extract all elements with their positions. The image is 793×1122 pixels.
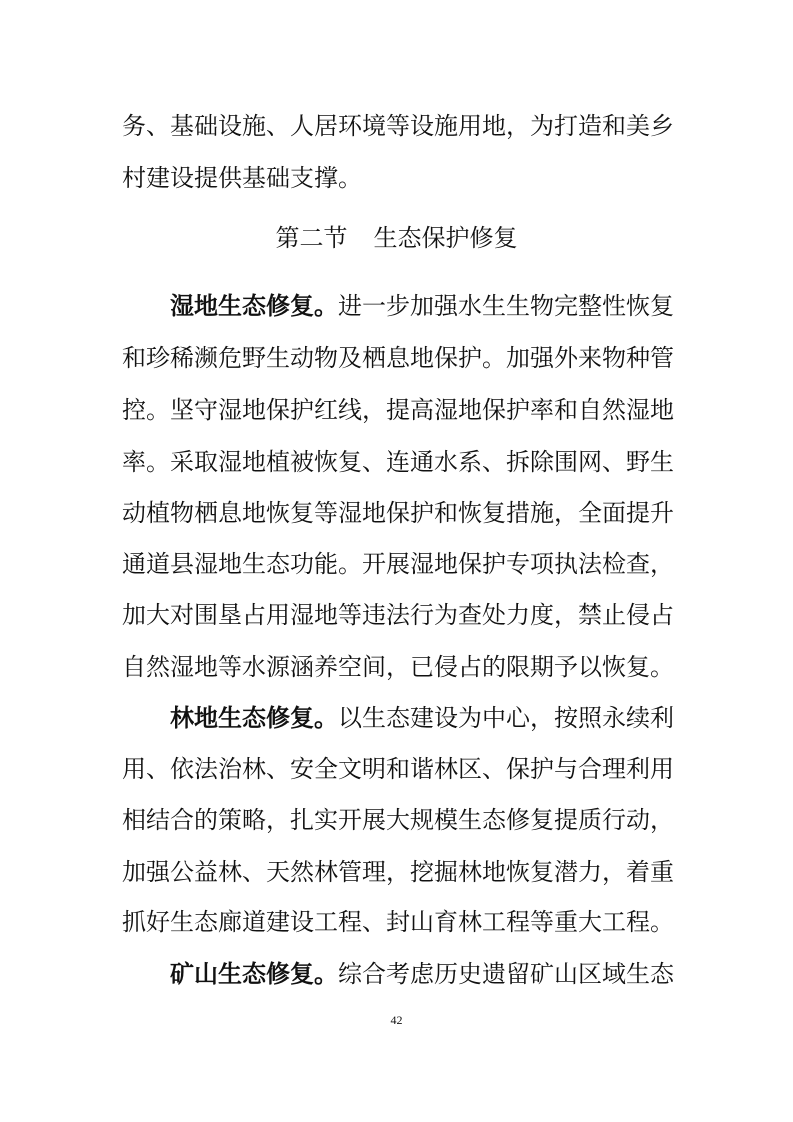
forest-line-4: 加强公益林、天然林管理，挖掘林地恢复潜力，着重 (122, 858, 674, 886)
wetland-line-1: 进一步加强水生生物完整性恢复 (338, 292, 674, 320)
forest-line-1: 以生态建设为中心，按照永续利 (338, 704, 674, 732)
wetland-line-4: 率。采取湿地植被恢复、连通水系、拆除围网、野生 (122, 448, 674, 476)
wetland-line-3: 控。坚守湿地保护红线，提高湿地保护率和自然湿地 (122, 396, 674, 424)
page-number: 42 (390, 1013, 403, 1027)
wetland-line-7: 加大对围垦占用湿地等违法行为查处力度，禁止侵占 (122, 601, 674, 629)
section-heading (0, 222, 793, 254)
wetland-line-8: 自然湿地等水源涵养空间，已侵占的限期予以恢复。 (122, 653, 674, 681)
forest-paragraph-first-line (170, 702, 674, 734)
mine-paragraph-first-line (170, 958, 674, 990)
continuation-line-1: 务、基础设施、人居环境等设施用地，为打造和美乡 (122, 112, 674, 140)
continuation-line-2: 村建设提供基础支撑。 (122, 164, 362, 192)
section-title: 生态保护修复 (373, 224, 518, 252)
wetland-paragraph-first-line (170, 290, 674, 322)
wetland-lead-heading: 湿地生态修复。 (170, 292, 338, 320)
mine-lead-heading: 矿山生态修复。 (170, 960, 338, 988)
forest-line-2: 用、依法治林、安全文明和谐林区、保护与合理利用 (122, 755, 674, 783)
wetland-line-5: 动植物栖息地恢复等湿地保护和恢复措施，全面提升 (122, 499, 674, 527)
wetland-line-2: 和珍稀濒危野生动物及栖息地保护。加强外来物种管 (122, 344, 674, 372)
wetland-line-6: 通道县湿地生态功能。开展湿地保护专项执法检查， (122, 550, 674, 578)
forest-line-3: 相结合的策略，扎实开展大规模生态修复提质行动， (122, 806, 674, 834)
forest-line-5: 抓好生态廊道建设工程、封山育林工程等重大工程。 (122, 908, 674, 936)
mine-line-1: 综合考虑历史遗留矿山区域生态 (338, 960, 674, 988)
section-number: 第二节 (275, 224, 348, 252)
forest-lead-heading: 林地生态修复。 (170, 704, 338, 732)
